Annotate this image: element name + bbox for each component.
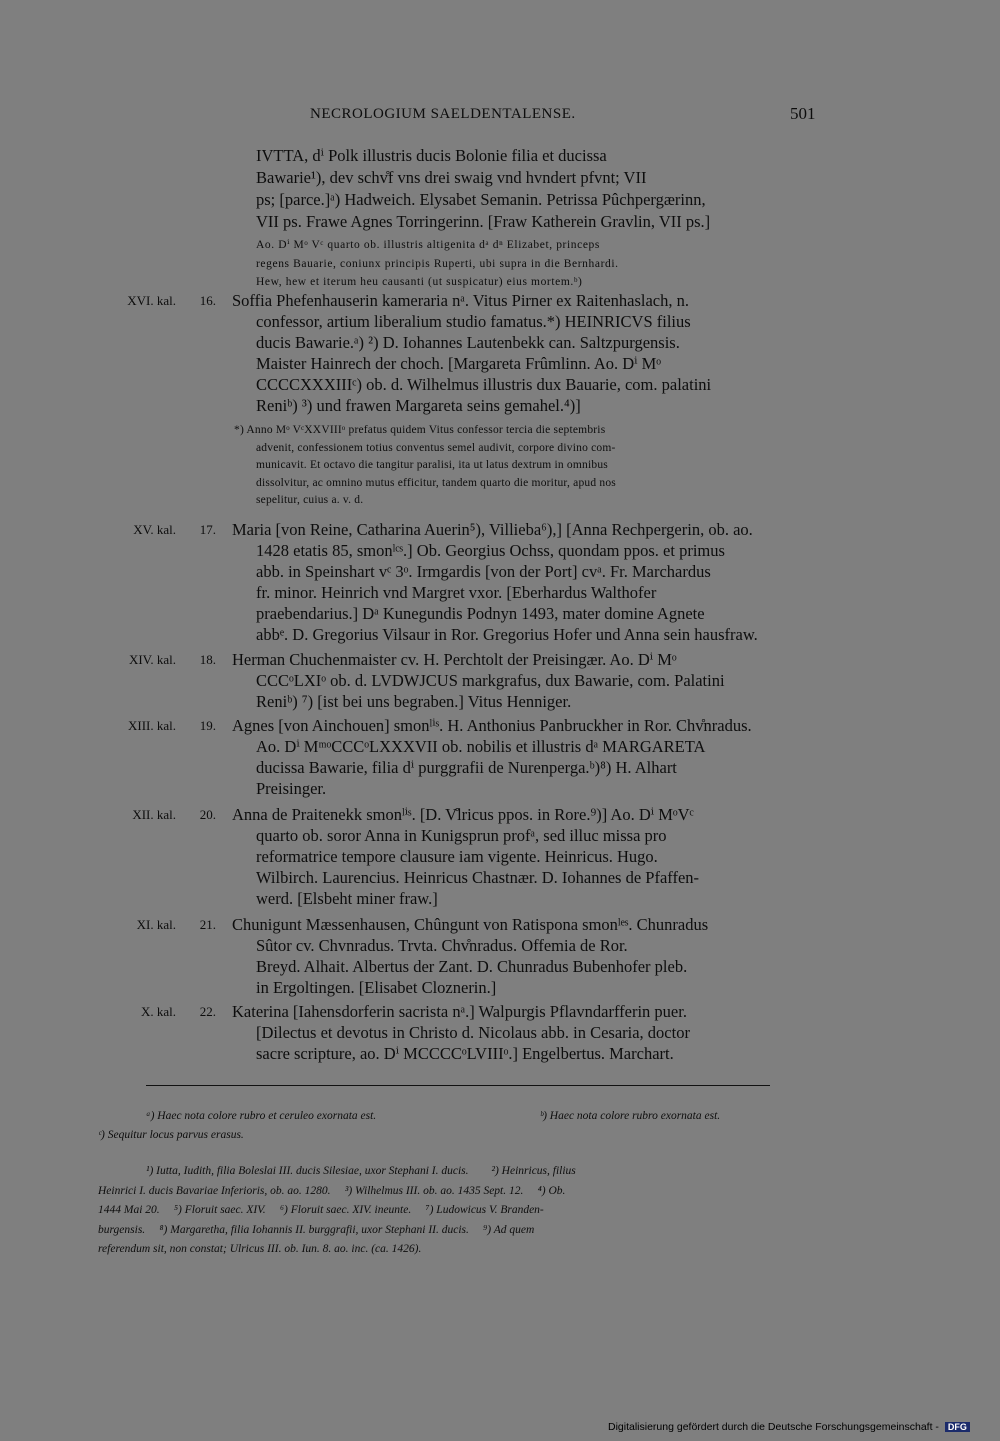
kalends-label: XV. kal.: [133, 522, 176, 537]
entry-note-line: municavit. Et octavo die tangitur paralisi, ita ut latus dextrum in omnibus: [256, 459, 608, 472]
page-number: 501: [790, 104, 816, 123]
entry-line: Breyd. Alhait. Albertus der Zant. D. Chunradus Bubenhofer pleb.: [256, 957, 688, 976]
entry-line: ducissa Bawarie, filia dⁱ purggrafii de Nurenperga.ᵇ)⁸) H. Alhart: [256, 758, 677, 777]
kalends-label: XI. kal.: [136, 917, 176, 932]
kalends-label: XII. kal.: [132, 807, 176, 822]
apparatus-b: ᵇ) Haec nota colore rubro exornata est.: [540, 1110, 721, 1122]
entry-line: Agnes [von Ainchouen] smonˡⁱˢ. H. Anthonius Panbruckher in Ror. Chv̊nradus.: [232, 716, 752, 735]
entry-note-line: *) Anno Mᵒ VᶜXXVIIIᵒ prefatus quidem Vitus confessor tercia die septembris: [234, 424, 606, 436]
entry-line: Chunigunt Mæssenhausen, Chûngunt von Ratispona smonˡᵉˢ. Chunradus: [232, 915, 709, 934]
entry-line: [Dilectus et devotus in Christo d. Nicolaus abb. in Cesaria, doctor: [256, 1023, 690, 1042]
dfg-logo: DFG: [945, 1422, 970, 1432]
kalends-label: X. kal.: [140, 1004, 176, 1019]
intro-line: Hew, hew et iterum heu causanti (ut suspicatur) eius mortem.ᵇ): [256, 276, 583, 288]
entry-line: Reniᵇ) ³) und frawen Margareta seins gemahel.⁴)]: [256, 396, 581, 415]
intro-line: Ao. Dⁱ Mᵒ Vᶜ quarto ob. illustris altigenita dᵃ dⁿ Elizabet, princeps: [256, 239, 600, 251]
entry-line: Reniᵇ) ⁷) [ist bei uns begraben.] Vitus Henniger.: [256, 692, 572, 711]
entry-line: abbᵉ. D. Gregorius Vilsaur in Ror. Gregorius Hofer und Anna sein hausfraw.: [256, 625, 758, 644]
day-number: 20.: [199, 807, 216, 822]
day-number: 19.: [199, 718, 216, 733]
entry-line: Maria [von Reine, Catharina Auerin⁵), Villieba⁶),] [Anna Rechpergerin, ob. ao.: [232, 520, 753, 539]
entry-line: Katerina [Iahensdorferin sacrista nᵃ.] Walpurgis Pflavndarfferin puer.: [232, 1002, 687, 1021]
intro-line: IVTTA, dⁱ Polk illustris ducis Bolonie filia et ducissa: [256, 146, 607, 165]
entry-line: Soffia Phefenhauserin kameraria nᵃ. Vitus Pirner ex Raitenhaslach, n.: [232, 291, 689, 310]
entry-line: in Ergoltingen. [Elisabet Cloznerin.]: [256, 978, 497, 997]
entry-line: reformatrice tempore clausure iam vigente. Heinricus. Hugo.: [256, 847, 658, 866]
entry-line: Sûtor cv. Chvnradus. Trvta. Chv̊nradus. Offemia de Ror.: [256, 936, 628, 955]
entry-line: werd. [Elsbeht miner fraw.]: [256, 889, 438, 908]
entry-line: abb. in Speinshart vᶜ 3ᵒ. Irmgardis [von der Port] cvᵃ. Fr. Marchardus: [256, 562, 711, 581]
entry-line: Herman Chuchenmaister cv. H. Perchtolt der Preisingær. Ao. Dⁱ Mᵒ: [232, 650, 677, 669]
day-number: 22.: [199, 1004, 216, 1019]
entry-line: ducis Bawarie.ᵃ) ²) D. Iohannes Lautenbekk can. Saltzpurgensis.: [256, 333, 680, 352]
intro-line: VII ps. Frawe Agnes Torringerinn. [Fraw Katherein Gravlin, VII ps.]: [256, 212, 711, 231]
entry-line: Ao. Dⁱ MᵐᵒCCCᵒLXXXVII ob. nobilis et illustris dᵃ MARGARETA: [256, 737, 706, 756]
entry-line: quarto ob. soror Anna in Kunigsprun profᵃ, sed illuc missa pro: [256, 826, 667, 845]
footnote-line: burgensis. ⁸) Margaretha, filia Iohannis II. burggrafii, uxor Stephani II. ducis. ⁹) Ad quem: [98, 1223, 535, 1236]
apparatus-a: ᵃ) Haec nota colore rubro et ceruleo exornata est.: [146, 1110, 377, 1122]
entry-line: Preisinger.: [256, 779, 327, 798]
entry-line: confessor, artium liberalium studio famatus.*) HEINRICVS filius: [256, 312, 691, 331]
day-number: 21.: [199, 917, 216, 932]
intro-line: regens Bauarie, coniunx principis Ruperti, ubi supra in die Bernhardi.: [256, 258, 619, 270]
intro-line: ps; [parce.]ᵃ) Hadweich. Elysabet Semanin. Petrissa Pûchpergærinn,: [256, 190, 706, 209]
intro-line: Bawarie¹), dev schv̊f vns drei swaig vnd hvndert pfvnt; VII: [256, 168, 647, 187]
entry-line: Wilbirch. Laurencius. Heinricus Chastnær. D. Iohannes de Pfaffen-: [256, 868, 700, 887]
funding-text: Digitalisierung gefördert durch die Deutsche Forschungsgemeinschaft -: [608, 1421, 939, 1433]
apparatus-c: ᶜ) Sequitur locus parvus erasus.: [98, 1129, 244, 1141]
entry-line: fr. minor. Heinrich vnd Margret vxor. [Eberhardus Walthofer: [256, 583, 657, 602]
entry-line: CCCᵒLXIᵒ ob. d. LVDWJCUS markgrafus, dux Bawarie, com. Palatini: [256, 671, 725, 690]
entry-line: Anna de Praitenekk smonˡⁱˢ. [D. V̊lricus ppos. in Rore.⁹)] Ao. Dⁱ MᵒVᶜ: [232, 805, 694, 824]
entry-line: praebendarius.] Dᵃ Kunegundis Podnyn 1493, mater domine Agnete: [256, 604, 705, 623]
kalends-label: XIII. kal.: [127, 718, 176, 733]
funding-note: [608, 1421, 970, 1433]
day-number: 16.: [199, 293, 216, 308]
entry-note-line: advenit, confessionem totius conventus semel audivit, corpore divino com-: [256, 441, 616, 454]
entry-line: Maister Hainrech der choch. [Margareta Frûmlinn. Ao. Dⁱ Mᵒ: [256, 354, 662, 373]
day-number: 17.: [199, 522, 216, 537]
day-number: 18.: [199, 652, 216, 667]
entry-line: 1428 etatis 85, smonˡᶜˢ.] Ob. Georgius Ochss, quondam ppos. et primus: [256, 541, 725, 560]
kalends-label: XVI. kal.: [127, 293, 176, 308]
entry-note-line: sepelitur, cuius a. v. d.: [256, 494, 364, 507]
footnote-rule: [146, 1085, 770, 1086]
footnote-line: ¹) Iutta, Iudith, filia Boleslai III. ducis Silesiae, uxor Stephani I. ducis. ²) Heinricus, filius: [146, 1165, 576, 1177]
entry-line: sacre scripture, ao. Dⁱ MCCCCᵒLVIIIᵒ.] Engelbertus. Marchart.: [256, 1044, 674, 1063]
footnote-line: referendum sit, non constat; Ulricus III. ob. Iun. 8. ao. inc. (ca. 1426).: [98, 1243, 422, 1255]
running-title: NECROLOGIUM SAELDENTALENSE.: [310, 106, 576, 122]
entry-line: CCCCXXXIIIᶜ) ob. d. Wilhelmus illustris dux Bauarie, com. palatini: [256, 375, 712, 394]
kalends-label: XIV. kal.: [128, 652, 176, 667]
footnote-line: Heinrici I. ducis Bavariae Inferioris, ob. ao. 1280. ³) Wilhelmus III. ob. ao. 1435 Sept. 12. ⁴) Ob.: [98, 1184, 566, 1197]
entry-note-line: dissolvitur, ac omnino mutus efficitur, tandem quarto die moritur, apud nos: [256, 476, 616, 489]
footnote-line: 1444 Mai 20. ⁵) Floruit saec. XIV. ⁶) Floruit saec. XIV. ineunte. ⁷) Ludowicus V. Branden-: [98, 1204, 544, 1216]
